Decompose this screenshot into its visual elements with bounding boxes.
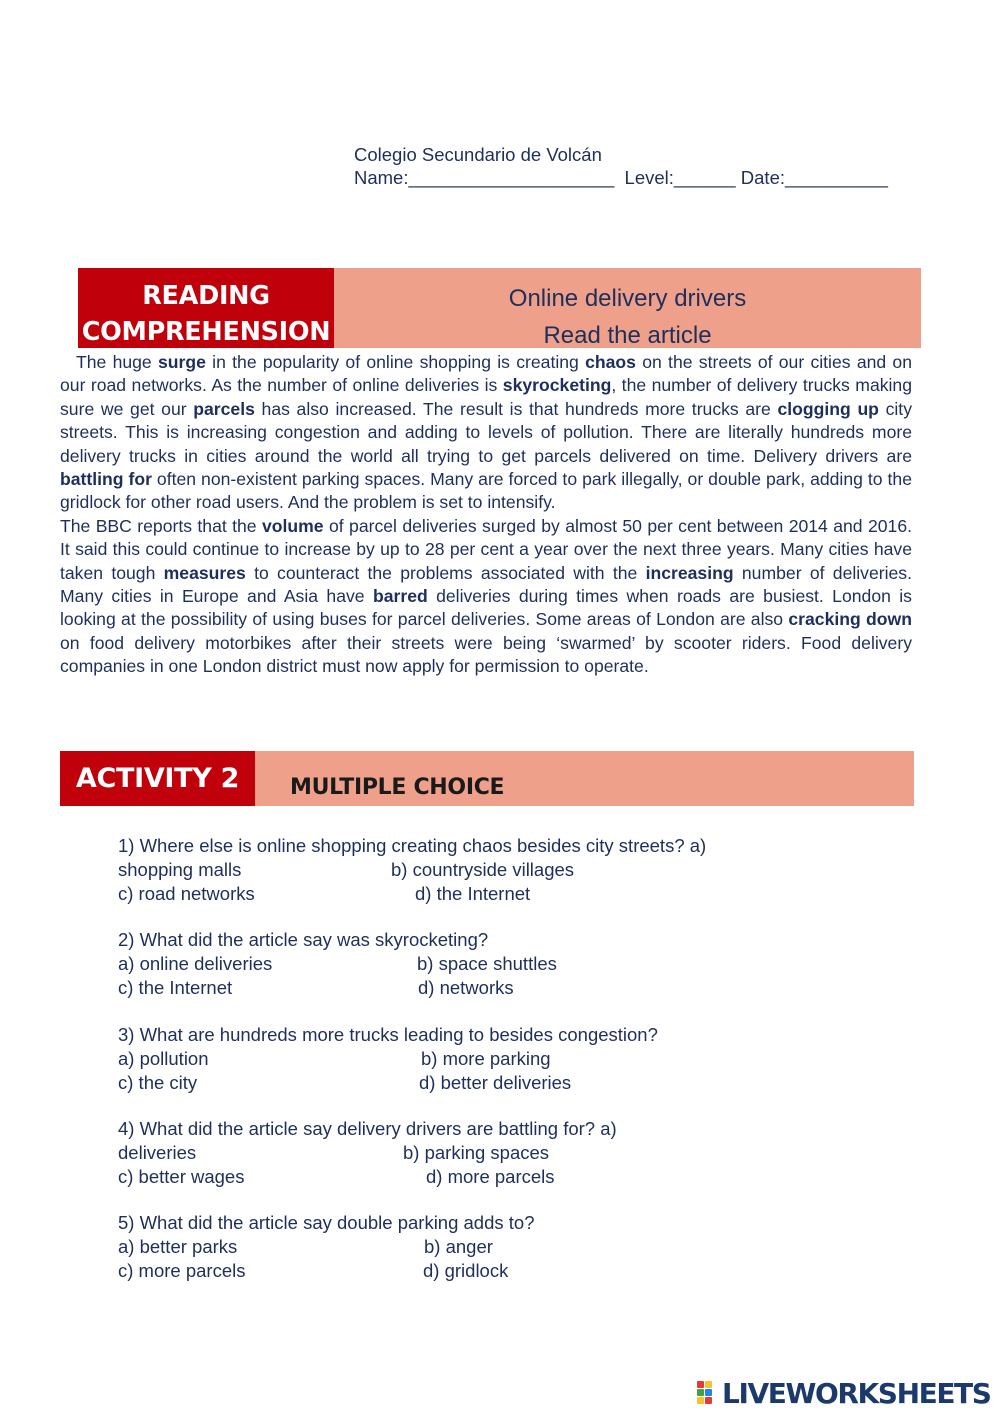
question-stem: 5) What did the article say double parking adds to? (118, 1212, 535, 1233)
option-a[interactable]: shopping malls (118, 859, 242, 880)
option-c[interactable]: c) the city (118, 1072, 198, 1093)
activity-label: ACTIVITY 2 (60, 751, 255, 806)
option-d[interactable]: d) the Internet (415, 883, 531, 904)
article-title-line1: Online delivery drivers (508, 285, 747, 312)
liveworksheets-logo-icon (697, 1381, 723, 1407)
activity-banner (60, 751, 914, 806)
option-b[interactable]: b) anger (424, 1236, 493, 1257)
option-a[interactable]: deliveries (118, 1142, 197, 1163)
option-b[interactable]: b) space shuttles (417, 953, 557, 974)
question-4 (118, 1117, 617, 1189)
activity-title: MULTIPLE CHOICE (290, 775, 505, 800)
vocabulary-word: skyrocketing (502, 375, 612, 396)
section-label-line1: READING (142, 281, 270, 311)
vocabulary-word: cracking down (788, 609, 912, 630)
article-title (334, 280, 921, 354)
option-d[interactable]: d) networks (418, 977, 514, 998)
student-fields: Name:____________________ Level:______ Date:__________ (354, 167, 888, 188)
option-c[interactable]: c) road networks (118, 883, 255, 904)
option-a[interactable]: a) pollution (118, 1048, 209, 1069)
reading-banner (78, 268, 921, 348)
question-3 (118, 1023, 658, 1095)
section-label-line2: COMPREHENSION (81, 317, 331, 347)
vocabulary-word: measures (163, 562, 246, 583)
vocabulary-word: volume (261, 515, 324, 536)
option-d[interactable]: d) gridlock (423, 1260, 509, 1281)
question-stem: 4) What did the article say delivery drivers are battling for? a) (118, 1118, 617, 1139)
option-b[interactable]: b) more parking (421, 1048, 551, 1069)
question-1 (118, 834, 706, 906)
question-stem: 2) What did the article say was skyrocketing? (118, 929, 489, 950)
article-title-line2: Read the article (543, 322, 712, 349)
article-paragraph-2: The BBC reports that the volume of parcel deliveries surged by almost 50 per cent between 2014 and 2016. It said this could continue to increase by up to 28 per cent a year over the next three years. Many cities have taken tough measures to counteract the problems associated with the increasing number of deliveries. Many cities in Europe and Asia have barred deliveries during times when roads are busiest. London is looking at the possibility of using buses for parcel deliveries. Some areas of London are also cracking down on food delivery motorbikes after their streets were being ‘swarmed’ by scooter riders. Food delivery companies in one London district must now apply for permission to operate. (60, 515, 912, 677)
vocabulary-word: chaos (585, 352, 636, 372)
vocabulary-word: battling for (60, 469, 152, 490)
option-a[interactable]: a) online deliveries (118, 953, 273, 974)
article-paragraph-1: The huge surge in the popularity of online shopping is creating chaos on the streets of our cities and on our road networks. As the number of online deliveries is skyrocketing, the number of delivery trucks making sure we get our parcels has also increased. The result is that hundreds more trucks are clogging up city streets. This is increasing congestion and adding to levels of pollution. There are literally hundreds more delivery trucks in cities around the world all trying to get parcels delivered on time. Delivery drivers are battling for often non-existent parking spaces. Many are forced to park illegally, or double park, adding to the gridlock for other road users. And the problem is set to intensify. (60, 352, 913, 513)
vocabulary-word: clogging up (777, 398, 879, 419)
article-body (60, 351, 912, 679)
question-stem: 1) Where else is online shopping creating chaos besides city streets? a) (118, 835, 707, 856)
option-c[interactable]: c) the Internet (118, 977, 233, 998)
worksheet-header (354, 143, 888, 189)
option-c[interactable]: c) better wages (118, 1166, 245, 1187)
option-d[interactable]: d) more parcels (426, 1166, 555, 1187)
vocabulary-word: increasing (645, 562, 734, 583)
question-stem: 3) What are hundreds more trucks leading to besides congestion? (118, 1024, 658, 1045)
vocabulary-word: surge (158, 352, 206, 372)
vocabulary-word: parcels (193, 398, 255, 419)
vocabulary-word: barred (372, 586, 428, 607)
option-a[interactable]: a) better parks (118, 1236, 238, 1257)
option-b[interactable]: b) parking spaces (403, 1142, 550, 1163)
question-2 (118, 928, 557, 1000)
section-label (78, 268, 334, 348)
liveworksheets-logo-text: LIVEWORKSHEETS (722, 1377, 991, 1410)
school-name: Colegio Secundario de Volcán (354, 144, 602, 165)
option-d[interactable]: d) better deliveries (419, 1072, 572, 1093)
question-5 (118, 1211, 535, 1283)
option-c[interactable]: c) more parcels (118, 1260, 246, 1281)
option-b[interactable]: b) countryside villages (391, 859, 575, 880)
